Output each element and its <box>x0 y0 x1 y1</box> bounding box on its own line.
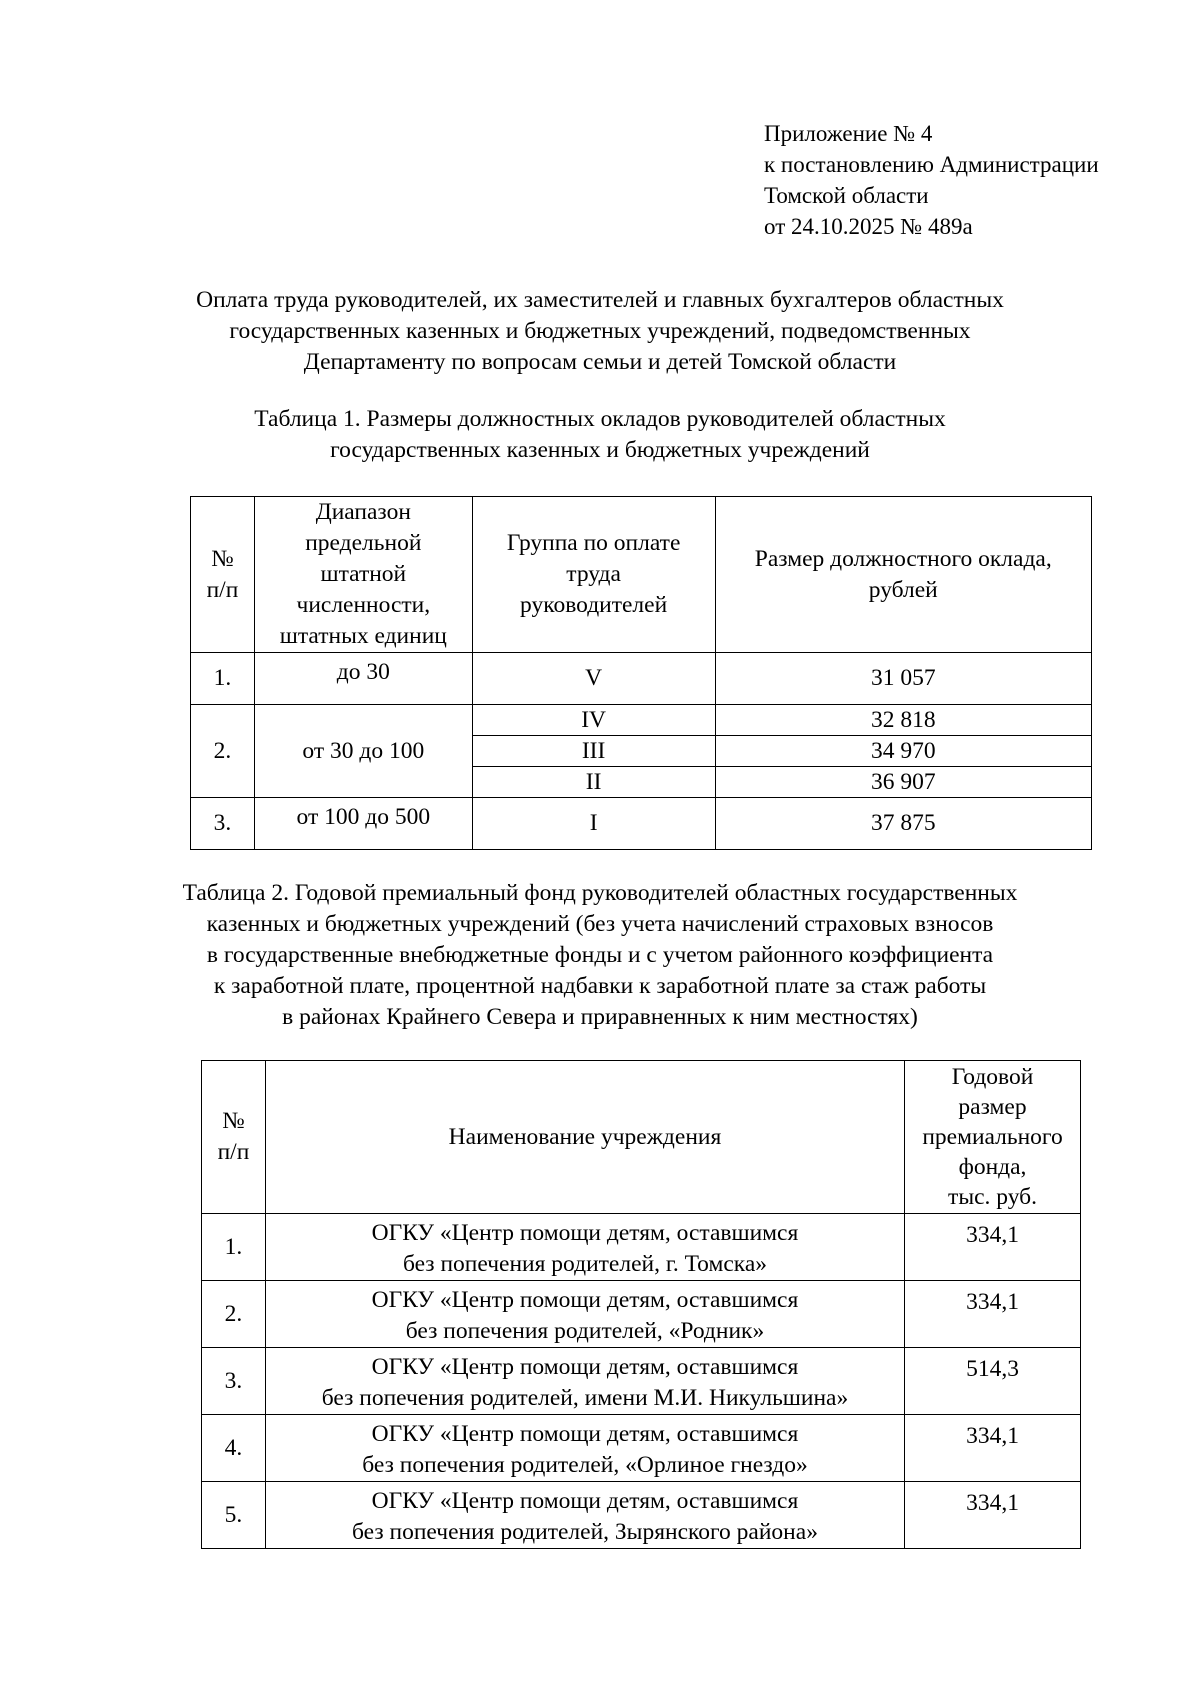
row-name-line: ОГКУ «Центр помощи детям, оставшимся <box>371 1354 799 1380</box>
header-range-line: Диапазон <box>315 499 411 525</box>
title-line: Департаменту по вопросам семьи и детей Томской области <box>303 349 897 375</box>
header-group <box>472 497 715 653</box>
appendix-reference <box>764 118 1099 242</box>
row-fund: 334,1 <box>905 1482 1081 1549</box>
caption-line: в государственные внебюджетные фонды и с учетом районного коэффициента <box>206 942 994 968</box>
table1-caption <box>150 404 1050 466</box>
row-name-line: без попечения родителей, «Родник» <box>405 1318 765 1344</box>
row-num: 3. <box>202 1348 266 1415</box>
row-salary: 31 057 <box>715 653 1092 705</box>
row-range: от 100 до 500 <box>254 798 472 850</box>
row-fund: 334,1 <box>905 1415 1081 1482</box>
header-fund-line: Годовой <box>951 1064 1034 1090</box>
row-group: I <box>472 798 715 850</box>
header-num <box>191 497 255 653</box>
table2-caption <box>100 878 1100 1033</box>
row-range: от 30 до 100 <box>254 705 472 798</box>
title-line: государственных казенных и бюджетных учреждений, подведомственных <box>229 318 971 344</box>
row-name-line: ОГКУ «Центр помощи детям, оставшимся <box>371 1220 799 1246</box>
title-line: Оплата труда руководителей, их заместителей и главных бухгалтеров областных <box>196 287 1004 313</box>
row-num: 5. <box>202 1482 266 1549</box>
row-name <box>265 1415 904 1482</box>
header-fund-line: фонда, <box>958 1154 1027 1180</box>
caption-line: к заработной плате, процентной надбавки к заработной плате за стаж работы <box>213 973 987 999</box>
header-fund <box>905 1061 1081 1214</box>
table-row <box>191 653 1092 705</box>
header-num-line: п/п <box>206 576 239 603</box>
caption-line: Таблица 2. Годовой премиальный фонд руководителей областных государственных <box>182 880 1018 906</box>
header-name: Наименование учреждения <box>265 1061 904 1214</box>
row-salary: 34 970 <box>715 736 1092 767</box>
header-range-line: штатных единиц <box>279 623 447 649</box>
row-range: до 30 <box>254 653 472 705</box>
header-salary-line: Размер должностного оклада, <box>754 545 1052 572</box>
row-name <box>265 1348 904 1415</box>
table1-header-row <box>191 497 1092 653</box>
row-num: 2. <box>191 705 255 798</box>
row-num: 1. <box>202 1214 266 1281</box>
row-name-line: без попечения родителей, Зырянского района» <box>352 1519 818 1545</box>
row-num: 2. <box>202 1281 266 1348</box>
row-name-line: ОГКУ «Центр помощи детям, оставшимся <box>371 1287 799 1313</box>
header-fund-line: премиального <box>922 1124 1063 1150</box>
table-row <box>202 1214 1081 1281</box>
header-num-line: № <box>222 1108 245 1134</box>
caption-line: государственных казенных и бюджетных учреждений <box>330 437 870 463</box>
row-group: II <box>472 767 715 798</box>
table-row <box>191 798 1092 850</box>
header-num <box>202 1061 266 1214</box>
row-name-line: без попечения родителей, «Орлиное гнездо» <box>362 1452 808 1478</box>
document-title <box>150 285 1050 378</box>
caption-line: Таблица 1. Размеры должностных окладов руководителей областных <box>254 406 946 432</box>
row-num: 1. <box>191 653 255 705</box>
row-fund: 334,1 <box>905 1214 1081 1281</box>
header-fund-line: размер <box>958 1094 1027 1120</box>
row-num: 3. <box>191 798 255 850</box>
header-group-line: руководителей <box>520 592 668 618</box>
header-group-line: Группа по оплате <box>506 530 681 556</box>
row-name <box>265 1281 904 1348</box>
caption-line: в районах Крайнего Севера и приравненных к ним местностях) <box>282 1004 918 1030</box>
table-row <box>202 1482 1081 1549</box>
row-name-line: без попечения родителей, г. Томска» <box>402 1251 768 1277</box>
table-row <box>202 1415 1081 1482</box>
row-name-line: ОГКУ «Центр помощи детям, оставшимся <box>371 1488 799 1514</box>
table-row <box>202 1348 1081 1415</box>
row-name-line: без попечения родителей, имени М.И. Никульшина» <box>321 1385 849 1411</box>
row-fund: 514,3 <box>905 1348 1081 1415</box>
row-salary: 32 818 <box>715 705 1092 736</box>
header-range-line: штатной <box>320 561 407 587</box>
header-range <box>254 497 472 653</box>
bonus-fund-table <box>201 1060 1081 1549</box>
header-fund-line: тыс. руб. <box>948 1184 1037 1210</box>
row-fund: 334,1 <box>905 1281 1081 1348</box>
header-salary-line: рублей <box>868 576 938 603</box>
row-salary: 37 875 <box>715 798 1092 850</box>
header-num-line: п/п <box>217 1139 250 1165</box>
row-group: IV <box>472 705 715 736</box>
row-group: V <box>472 653 715 705</box>
row-name <box>265 1214 904 1281</box>
appendix-line: к постановлению Администрации <box>764 152 1099 177</box>
row-name <box>265 1482 904 1549</box>
table-row <box>191 705 1092 736</box>
salary-table <box>190 496 1092 850</box>
header-group-line: труда <box>566 561 621 587</box>
table-row <box>202 1281 1081 1348</box>
table2-header-row <box>202 1061 1081 1214</box>
row-name-line: ОГКУ «Центр помощи детям, оставшимся <box>371 1421 799 1447</box>
row-group: III <box>472 736 715 767</box>
row-num: 4. <box>202 1415 266 1482</box>
header-salary <box>715 497 1092 653</box>
header-range-line: предельной <box>305 530 422 556</box>
caption-line: казенных и бюджетных учреждений (без учета начислений страховых взносов <box>206 911 994 937</box>
appendix-line: от 24.10.2025 № 489а <box>764 214 973 239</box>
row-salary: 36 907 <box>715 767 1092 798</box>
appendix-line: Томской области <box>764 183 929 208</box>
header-range-line: численности, <box>296 592 431 618</box>
appendix-line: Приложение № 4 <box>764 121 933 146</box>
header-num-line: № <box>211 545 234 572</box>
